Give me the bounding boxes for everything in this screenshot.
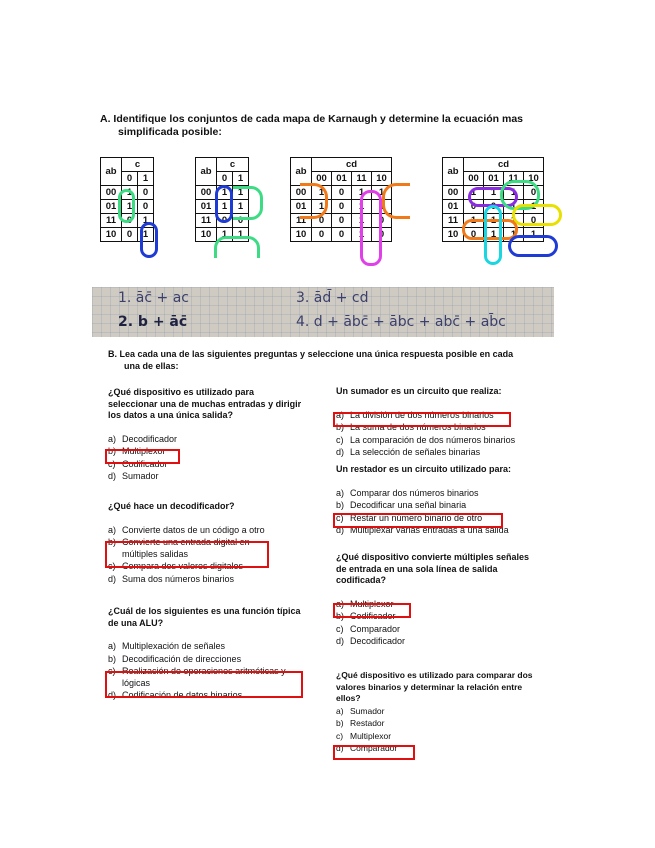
kmap-col-var: cd: [312, 158, 392, 172]
question-title-line: ellos?: [336, 693, 361, 703]
kmap-cell: 1: [233, 200, 249, 214]
option-text-line: Decodificar una señal binaria: [350, 500, 467, 510]
kmap-cell: 1: [217, 200, 233, 214]
option-text-line: Codificador: [350, 611, 396, 621]
option-letter: a): [336, 598, 345, 609]
kmap-cell: 0: [122, 214, 138, 228]
section-a-title: [100, 113, 523, 139]
kmap-col-label: 1: [138, 172, 154, 186]
option-letter: b): [108, 653, 117, 664]
kmap-col-label: 00: [464, 172, 484, 186]
section-a-title-line2: simplificada posible:: [118, 126, 222, 138]
option-text: [350, 731, 391, 743]
kmap-cell: 0: [217, 214, 233, 228]
kmap-cell: 1: [524, 228, 544, 242]
question-title-line: ¿Qué hace un decodificador?: [108, 501, 235, 511]
kmap-cell: 1: [504, 214, 524, 228]
kmap-col-label: 0: [122, 172, 138, 186]
option-text: [350, 447, 480, 459]
question-left-title: [108, 501, 323, 513]
option-row: [336, 706, 551, 718]
option-row: [108, 641, 323, 653]
option-text-line: Convierte datos de un código a otro: [122, 524, 265, 535]
option-text-line: múltiples salidas: [122, 548, 189, 559]
answer-2: 2. b + āc̄: [118, 314, 188, 330]
option-letter: b): [336, 422, 345, 432]
option-text: [350, 706, 385, 718]
kmap-cell: 0: [524, 186, 544, 200]
answer-highlight-r4: [333, 745, 415, 760]
question-title-line: ¿Qué dispositivo es utilizado para comparar dos: [336, 670, 533, 680]
kmap-col-label: 10: [372, 172, 392, 186]
option-text: [122, 654, 241, 666]
option-text-line: Suma dos números binarios: [122, 573, 235, 584]
kmap-cell: 1: [524, 200, 544, 214]
kmap-row-var: ab: [196, 158, 217, 186]
answer-1: 1. āc̄ + ac: [118, 290, 189, 306]
answer-3: 3. ād̄ + cd: [296, 290, 369, 306]
kmap-cell: 1: [352, 200, 372, 214]
answer-highlight-l2: [105, 541, 269, 568]
option-letter: c): [108, 666, 116, 676]
kmap-cell: 0: [312, 214, 332, 228]
kmap-row-label: 11: [443, 214, 464, 228]
kmap-cell: 0: [122, 228, 138, 242]
option-row: [108, 471, 323, 483]
kmap-row-var: ab: [101, 158, 122, 186]
option-text-line: Convierte una entrada digital en: [122, 537, 250, 547]
answer-highlight-r1: [333, 409, 511, 427]
kmap3-loop-orange-left: [300, 183, 328, 219]
kmap-cell: 1: [122, 200, 138, 214]
kmap-col-label: 01: [332, 172, 352, 186]
kmap-cell: 0: [332, 228, 352, 242]
option-row: [336, 624, 551, 636]
answer-highlight-r2: [333, 513, 503, 528]
kmap-row-label: 00: [443, 186, 464, 200]
kmap-cell: 1: [138, 214, 154, 228]
kmap-cell: 0: [332, 200, 352, 214]
kmap-cell: 1: [122, 186, 138, 200]
option-letter: b): [336, 500, 345, 510]
option-letter: d): [336, 636, 345, 646]
option-text: [350, 718, 385, 730]
option-letter: d): [108, 573, 117, 584]
section-b-title-line2: una de ellas:: [124, 361, 179, 371]
option-text: [350, 435, 515, 447]
question-right-title: [336, 386, 551, 398]
kmap-cell: 1: [217, 228, 233, 242]
option-letter: c): [336, 434, 344, 445]
option-text: [122, 525, 265, 537]
option-text-line: Comparador: [350, 623, 401, 634]
kmap-row-label: 01: [101, 200, 122, 214]
option-text: [350, 488, 479, 500]
kmap2-loop-green-right: [233, 186, 263, 220]
option-text-line: Decodificador: [350, 636, 406, 646]
kmap-cell: 0: [372, 228, 392, 242]
kmap-cell: 1: [484, 214, 504, 228]
kmap-col-label: 1: [233, 172, 249, 186]
question-title-line: valores binarios y determinar la relación entre: [336, 681, 523, 692]
kmap-col-label: 0: [217, 172, 233, 186]
question-left-title: [108, 387, 323, 422]
option-text-line: lógicas: [122, 677, 151, 688]
kmap-row-label: 11: [196, 214, 217, 228]
kmap-row-label: 00: [196, 186, 217, 200]
option-letter: c): [108, 458, 116, 469]
question-title-line: de entrada en una sola línea de salida: [336, 563, 498, 574]
kmap3-loop-magenta: [360, 190, 382, 266]
kmap-cell: 0: [138, 186, 154, 200]
option-letter: d): [336, 525, 345, 535]
option-letter: b): [336, 718, 344, 728]
question-left-1: [108, 387, 323, 484]
kmap-cell: 0: [312, 228, 332, 242]
option-text-line: La comparación de dos números binarios: [350, 434, 516, 445]
option-text-line: Multiplexor: [122, 446, 166, 456]
question-title-line: los datos a una única salida?: [108, 410, 234, 420]
option-letter: d): [336, 447, 345, 457]
kmap-cell: 0: [484, 200, 504, 214]
option-text-line: Decodificación de direcciones: [122, 653, 242, 664]
option-text-line: Restar un número binario de otro: [350, 512, 483, 523]
option-row: [336, 435, 551, 447]
option-row: [336, 488, 551, 500]
kmap-cell: 1: [352, 228, 372, 242]
kmap-cell: 1: [138, 228, 154, 242]
kmap-cell: 1: [352, 214, 372, 228]
option-row: [108, 574, 323, 586]
question-left-title: [108, 606, 323, 629]
question-title-line: codificada?: [336, 575, 387, 585]
option-text-line: Multiplexación de señales: [122, 641, 226, 651]
kmap-cell: 1: [504, 200, 524, 214]
kmap-cell: 0: [524, 214, 544, 228]
question-title-line: ¿Cuál de los siguientes es una función típica: [108, 606, 301, 616]
option-text: [350, 500, 466, 512]
kmap3-loop-orange-right: [382, 183, 410, 219]
kmap-row-label: 00: [291, 186, 312, 200]
option-letter: a): [108, 641, 117, 651]
kmap-row-label: 01: [291, 200, 312, 214]
kmap-cell: 1: [372, 200, 392, 214]
kmap-cell: 1: [233, 186, 249, 200]
option-text-line: Realización de operaciones aritméticas y: [122, 666, 286, 676]
option-text-line: La división de dos números binarios: [350, 409, 494, 420]
kmap1-loop-blue: [140, 222, 158, 258]
section-b-title-line1: B. Lea cada una de las siguientes preguntas y seleccione una única respuesta posible en cada: [108, 349, 514, 359]
section-b-title: [108, 348, 513, 372]
kmap-col-var: c: [217, 158, 249, 172]
question-right-title: [336, 670, 551, 705]
option-letter: a): [336, 409, 345, 420]
kmap-cell: 1: [504, 228, 524, 242]
kmap-row-var: ab: [443, 158, 464, 186]
question-right-4: [336, 670, 551, 756]
kmap-row-label: 01: [196, 200, 217, 214]
option-letter: c): [336, 512, 344, 523]
kmap-row-label: 01: [443, 200, 464, 214]
option-letter: d): [108, 690, 117, 700]
option-text-line: La selección de señales binarias: [350, 447, 481, 457]
question-title-line: Un restador es un circuito utilizado para:: [336, 464, 512, 474]
option-letter: d): [336, 743, 344, 753]
kmap-row-label: 10: [101, 228, 122, 242]
option-text-line: Multiplexor: [350, 598, 394, 609]
kmap-cell: 1: [217, 186, 233, 200]
option-letter: c): [108, 561, 116, 571]
kmap-cell: 1: [484, 228, 504, 242]
question-right-title: [336, 464, 551, 476]
option-letter: d): [108, 471, 117, 481]
question-title-line: de una ALU?: [108, 617, 164, 628]
option-text-line: La suma de dos números binarios: [350, 422, 486, 432]
option-text: [122, 574, 234, 586]
question-title-line: ¿Qué dispositivo convierte múltiples señales: [336, 552, 530, 562]
kmap-cell: 0: [372, 214, 392, 228]
kmap-row-label: 10: [291, 228, 312, 242]
kmap-cell: 0: [233, 214, 249, 228]
option-text-line: Comparar dos números binarios: [350, 487, 479, 498]
option-text-line: Multiplexar varias entradas a una salida: [350, 525, 509, 535]
kmap-col-label: 01: [484, 172, 504, 186]
option-row: [336, 731, 551, 743]
option-text: [122, 641, 225, 653]
kmap4-loop-yellow: [512, 204, 562, 226]
answer-highlight-r3: [333, 603, 411, 618]
option-text-line: Sumador: [122, 471, 159, 481]
option-row: [336, 636, 551, 648]
option-letter: b): [108, 537, 117, 547]
answer-highlight-l1: [105, 449, 180, 464]
question-right-3: [336, 552, 551, 649]
kmap-cell: 1: [233, 228, 249, 242]
kmap2-loop-blue: [215, 185, 233, 223]
option-letter: a): [336, 705, 344, 716]
option-row: [336, 447, 551, 459]
answer-4: 4. d + ābc̄ + ābc + abc̄ + ab̄c: [296, 314, 506, 330]
kmap-cell: 1: [352, 186, 372, 200]
option-letter: a): [108, 433, 117, 444]
kmap-cell: 0: [138, 200, 154, 214]
kmap1-loop-green: [118, 189, 135, 223]
kmap-col-var: c: [122, 158, 154, 172]
kmap-cell: 1: [312, 200, 332, 214]
kmap-col-label: 00: [312, 172, 332, 186]
kmap-cell: 0: [332, 214, 352, 228]
kmap-cell: 1: [504, 186, 524, 200]
kmap-col-label: 11: [352, 172, 372, 186]
kmap-row-var: ab: [291, 158, 312, 186]
kmap4-loop-blue: [508, 235, 558, 257]
kmap-cell: 1: [312, 186, 332, 200]
kmap-cell: 1: [464, 214, 484, 228]
kmap-col-label: 10: [524, 172, 544, 186]
option-letter: a): [336, 487, 345, 498]
option-text-line: Sumador: [350, 705, 385, 716]
kmap-row-label: 10: [196, 228, 217, 242]
option-text-line: Codificador: [122, 458, 168, 469]
option-text: [350, 636, 405, 648]
kmap-col-var: cd: [464, 158, 544, 172]
question-title-line: Un sumador es un circuito que realiza:: [336, 386, 502, 396]
option-text-line: Comparador: [350, 743, 398, 753]
question-title-line: seleccionar una de muchas entradas y dirigir: [108, 398, 302, 409]
kmap-cell: 1: [464, 186, 484, 200]
option-text: [350, 624, 400, 636]
option-letter: c): [336, 730, 344, 741]
option-letter: c): [336, 623, 344, 634]
option-row: [108, 654, 323, 666]
option-text-line: Decodificador: [122, 433, 178, 444]
option-text-line: Compara dos valores digitales: [122, 561, 244, 571]
kmap-cell: 0: [464, 228, 484, 242]
option-letter: b): [336, 611, 345, 621]
section-a-title-line1: A. Identifique los conjuntos de cada mapa de Karnaugh y determine la ecuación mas: [100, 113, 524, 125]
question-right-title: [336, 552, 551, 587]
option-row: [336, 500, 551, 512]
kmap-cell: 1: [372, 186, 392, 200]
option-letter: a): [108, 524, 117, 535]
kmap-row-label: 11: [101, 214, 122, 228]
kmap-cell: 1: [484, 186, 504, 200]
kmap4-loop-cyan: [484, 205, 502, 265]
option-letter: b): [108, 446, 117, 456]
option-text-line: Restador: [350, 718, 385, 728]
option-row: [108, 525, 323, 537]
kmap-cell: 0: [332, 186, 352, 200]
answer-highlight-l3: [105, 671, 303, 698]
option-text-line: Multiplexor: [350, 730, 392, 741]
option-text: [122, 471, 159, 483]
kmap-row-label: 00: [101, 186, 122, 200]
option-text-line: Codificación de datos binarios: [122, 690, 243, 700]
option-text: [122, 434, 177, 446]
kmap-col-label: 11: [504, 172, 524, 186]
kmap2-loop-green-bottom: [214, 236, 260, 258]
question-title-line: ¿Qué dispositivo es utilizado para: [108, 387, 255, 397]
option-row: [336, 718, 551, 730]
option-row: [108, 434, 323, 446]
kmap-cell: 0: [464, 200, 484, 214]
kmap-row-label: 10: [443, 228, 464, 242]
kmap-row-label: 11: [291, 214, 312, 228]
